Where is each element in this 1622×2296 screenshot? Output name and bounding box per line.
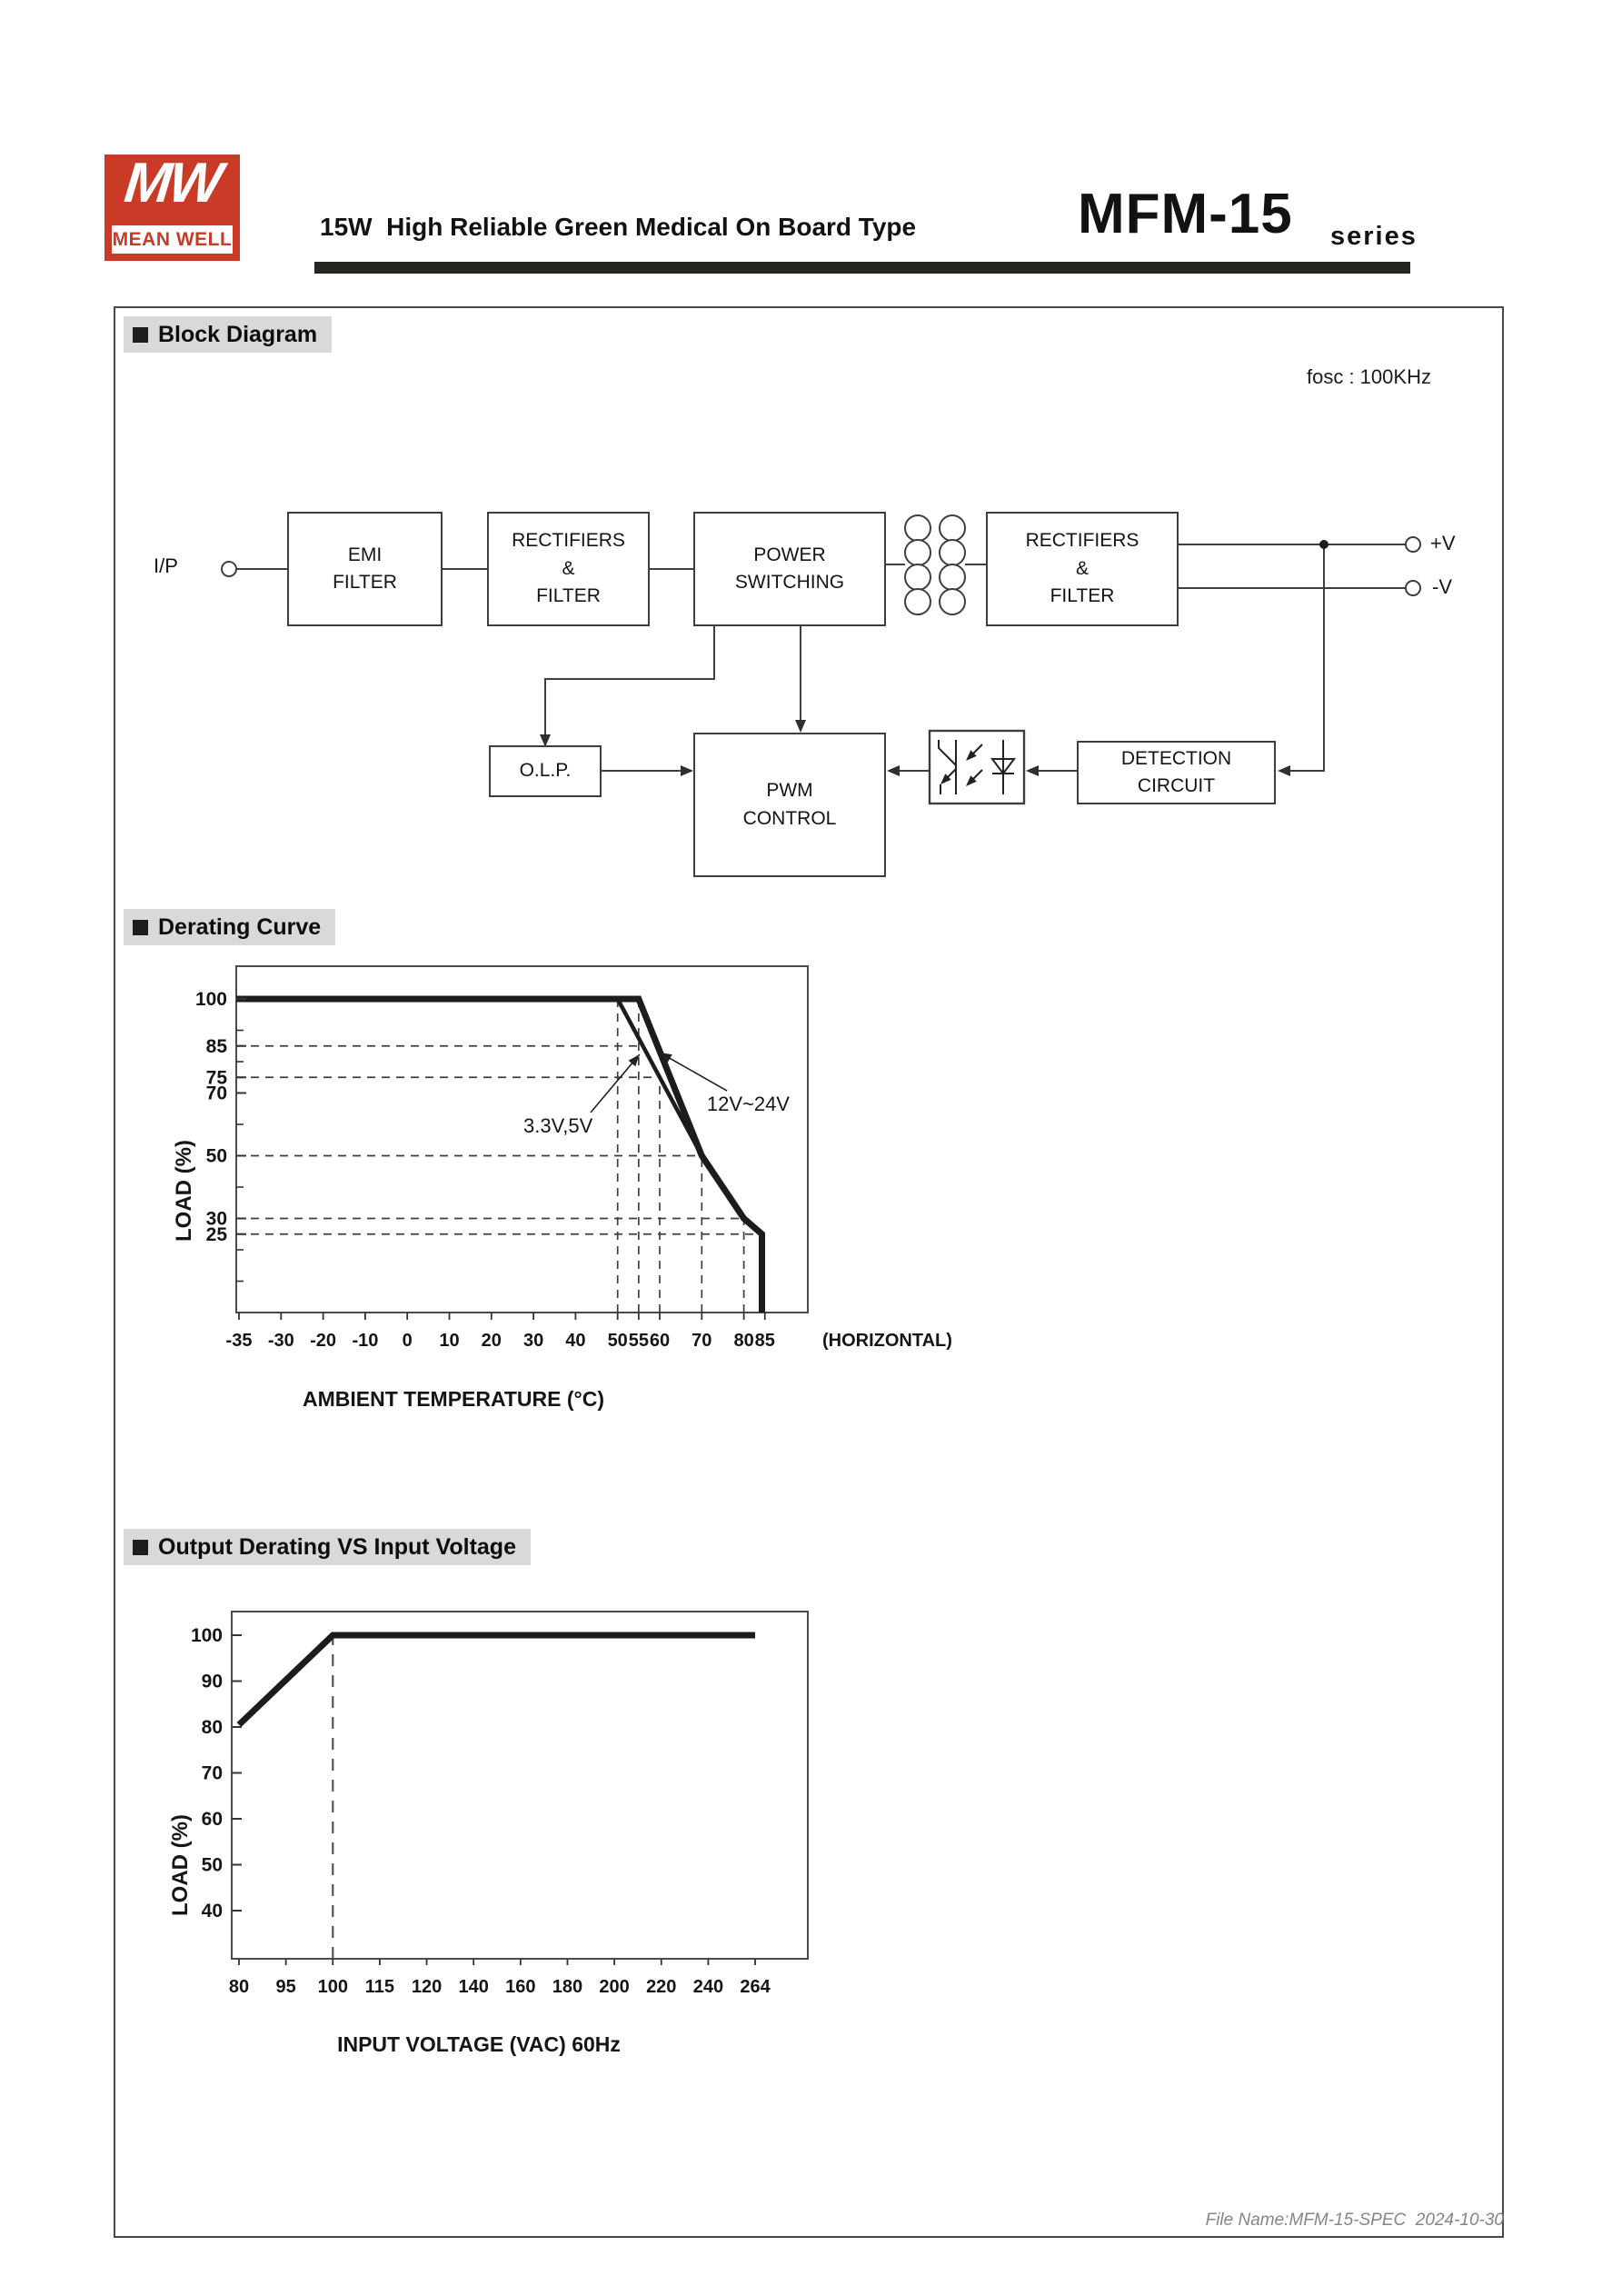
emi-filter-block [287, 512, 443, 626]
neg-output-terminal-icon [1406, 581, 1420, 595]
y-tick-label: 90 [201, 1671, 223, 1692]
pos-output-label: +V [1430, 532, 1456, 554]
x-tick-label: 160 [505, 1977, 536, 1997]
section-title: Derating Curve [158, 913, 322, 940]
series-annotation: 3.3V,5V [522, 1113, 593, 1137]
x-tick-label: 120 [411, 1977, 443, 1997]
section-output-derating [124, 1529, 531, 1565]
derating-chart-svg [136, 945, 972, 1427]
header-rule [314, 262, 1410, 274]
block-label-line: O.L.P. [519, 760, 572, 782]
x-tick-label: 264 [740, 1977, 771, 1997]
y-axis-title: LOAD (%) [172, 1140, 196, 1242]
detection-circuit-block [1077, 741, 1276, 804]
block-label-line: RECTIFIERS [512, 530, 625, 552]
y-tick-label: 30 [205, 1208, 227, 1230]
x-tick-label: 95 [275, 1977, 296, 1997]
x-tick-label: 60 [649, 1331, 671, 1351]
x-tick-label: -30 [267, 1331, 294, 1351]
series-annotation: 12V~24V [706, 1093, 790, 1116]
y-axis-title: LOAD (%) [168, 1814, 193, 1916]
rectifiers-filter-block-primary [487, 512, 650, 626]
plot-border [236, 966, 808, 1313]
x-tick-label: 55 [628, 1331, 649, 1351]
output-derating-chart-svg [136, 1591, 972, 2081]
olp-block [489, 745, 602, 797]
page-title: 15W High Reliable Green Medical On Board Type [320, 213, 917, 241]
block-label-line: RECTIFIERS [1025, 530, 1139, 552]
curve-load [239, 1635, 755, 1724]
series-suffix: series [1330, 222, 1418, 251]
y-tick-label: 75 [205, 1067, 227, 1089]
series-name: MFM-15 [1078, 183, 1293, 245]
block-label-line: FILTER [536, 585, 601, 607]
x-tick-label: 30 [522, 1331, 544, 1351]
x-tick-label: 80 [733, 1331, 754, 1351]
y-tick-label: 100 [190, 1625, 223, 1646]
section-bullet-icon [133, 1540, 148, 1555]
x-tick-label: 10 [439, 1331, 460, 1351]
y-tick-label: 70 [205, 1083, 227, 1104]
input-pin-label: I/P [154, 554, 178, 577]
x-tick-label: -20 [310, 1331, 337, 1351]
power-switching-block [693, 512, 886, 626]
mean-well-logo [104, 152, 240, 261]
x-tick-label: 200 [599, 1977, 630, 1997]
fosc-note: fosc : 100KHz [1307, 365, 1431, 388]
pwm-control-block [693, 733, 886, 877]
x-tick-label: 80 [228, 1977, 250, 1997]
y-tick-label: 70 [201, 1762, 223, 1784]
section-title: Block Diagram [158, 321, 318, 347]
x-tick-label: 140 [458, 1977, 489, 1997]
y-tick-label: 40 [201, 1901, 223, 1922]
footer-file-name: File Name:MFM-15-SPEC 2024-10-30 [1205, 2211, 1504, 2230]
x-tick-label: 0 [402, 1331, 413, 1351]
x-tick-label: 20 [481, 1331, 502, 1351]
x-axis-title: INPUT VOLTAGE (VAC) 60Hz [337, 2032, 621, 2056]
optocoupler-icon [930, 731, 1024, 804]
x-tick-label: 40 [565, 1331, 586, 1351]
y-tick-label: 85 [205, 1035, 227, 1057]
pos-output-terminal-icon [1406, 537, 1420, 552]
x-tick-label: 220 [646, 1977, 677, 1997]
block-label-line: DETECTION [1120, 747, 1232, 769]
x-axis-note: (HORIZONTAL) [822, 1331, 952, 1351]
block-label-line: PWM [766, 780, 813, 802]
transformer-icon [905, 515, 965, 614]
x-tick-label: 240 [692, 1977, 724, 1997]
logo-brand-text: MEAN WELL [112, 225, 233, 254]
input-terminal-icon [222, 562, 236, 576]
y-tick-label: 50 [201, 1854, 223, 1876]
x-tick-label: 70 [692, 1331, 712, 1351]
section-bullet-icon [133, 920, 148, 935]
x-tick-label: 115 [364, 1977, 395, 1997]
x-axis-title: AMBIENT TEMPERATURE (°C) [302, 1387, 605, 1411]
block-label-line: FILTER [1050, 585, 1115, 607]
block-label-line: CIRCUIT [1137, 775, 1216, 796]
x-tick-label: 180 [552, 1977, 583, 1997]
x-tick-label: -35 [225, 1331, 253, 1351]
y-tick-label: 50 [205, 1145, 227, 1167]
section-title: Output Derating VS Input Voltage [158, 1533, 516, 1560]
x-tick-label: 100 [317, 1977, 348, 1997]
block-label-line: SWITCHING [734, 572, 845, 593]
rectifiers-filter-block-secondary [986, 512, 1179, 626]
x-tick-label: 85 [754, 1331, 775, 1351]
junction-dot [1319, 540, 1328, 549]
y-tick-label: 25 [205, 1223, 227, 1245]
y-tick-label: 100 [194, 989, 227, 1010]
block-label-line: & [562, 557, 575, 579]
block-label-line: CONTROL [742, 807, 837, 829]
block-label-line: & [1075, 557, 1089, 579]
block-diagram-graphic [0, 306, 1622, 988]
block-label-line: FILTER [333, 572, 397, 593]
section-derating-curve [124, 909, 335, 945]
block-label-line: POWER [753, 544, 826, 565]
x-tick-label: 50 [607, 1331, 628, 1351]
x-tick-label: -10 [352, 1331, 379, 1351]
guide-lines [236, 999, 762, 1313]
y-tick-label: 60 [201, 1809, 223, 1830]
neg-output-label: -V [1432, 575, 1452, 598]
mw-logo-icon: MW [121, 152, 224, 215]
plot-border [232, 1612, 808, 1959]
block-label-line: EMI [347, 544, 383, 565]
y-tick-label: 80 [201, 1717, 223, 1738]
